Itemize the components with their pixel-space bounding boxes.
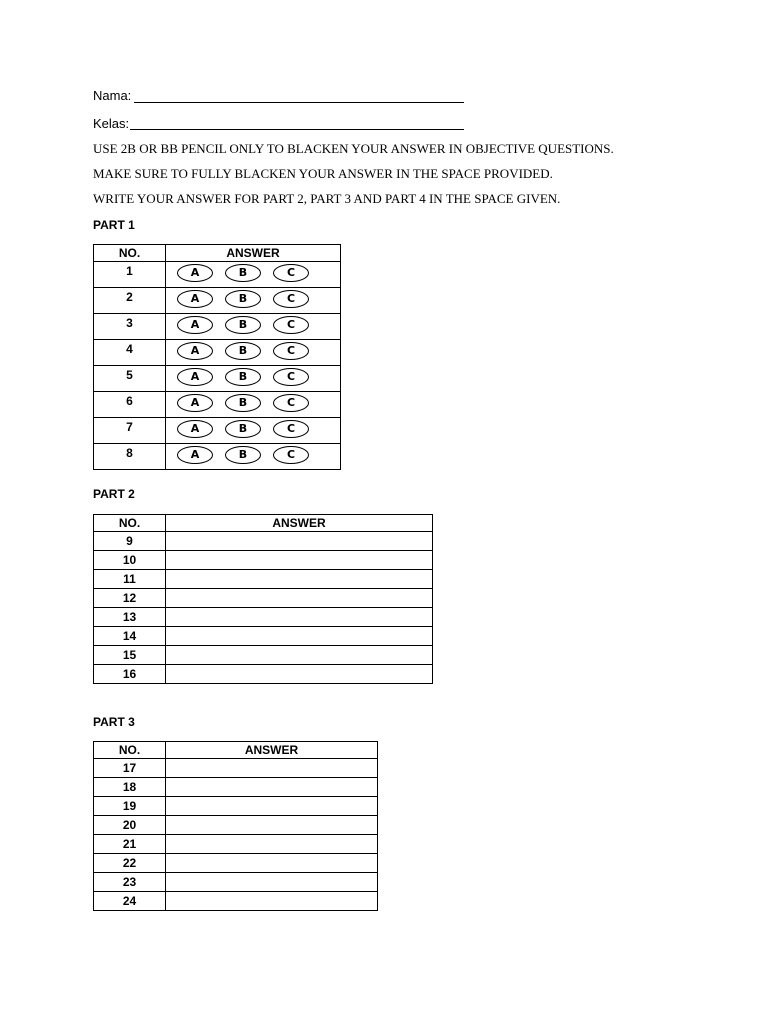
question-number: 6 bbox=[94, 392, 166, 418]
option-bubble-a[interactable]: A bbox=[177, 264, 213, 282]
question-number: 17 bbox=[94, 759, 166, 778]
col-header-no: NO. bbox=[94, 515, 166, 532]
option-bubble-a[interactable]: A bbox=[177, 316, 213, 334]
question-number: 12 bbox=[94, 589, 166, 608]
answer-bubbles bbox=[166, 288, 341, 314]
answer-cell[interactable] bbox=[166, 570, 433, 589]
instruction-write-answer: WRITE YOUR ANSWER FOR PART 2, PART 3 AND PART 4 IN THE SPACE GIVEN. bbox=[93, 191, 561, 206]
kelas-field[interactable] bbox=[130, 129, 464, 130]
answer-cell[interactable] bbox=[166, 608, 433, 627]
table-row bbox=[94, 778, 378, 797]
question-number: 15 bbox=[94, 646, 166, 665]
part1-answer-table bbox=[93, 244, 341, 470]
option-bubble-b[interactable]: B bbox=[225, 264, 261, 282]
answer-cell[interactable] bbox=[166, 854, 378, 873]
question-number: 19 bbox=[94, 797, 166, 816]
part1-title: PART 1 bbox=[93, 218, 135, 232]
question-number: 16 bbox=[94, 665, 166, 684]
part3-answer-table bbox=[93, 741, 378, 911]
option-bubble-c[interactable]: C bbox=[273, 290, 309, 308]
option-bubble-a[interactable]: A bbox=[177, 420, 213, 438]
option-bubble-c[interactable]: C bbox=[273, 420, 309, 438]
question-number: 8 bbox=[94, 444, 166, 470]
table-row bbox=[94, 835, 378, 854]
question-number: 24 bbox=[94, 892, 166, 911]
table-row bbox=[94, 288, 341, 314]
option-bubble-b[interactable]: B bbox=[225, 316, 261, 334]
answer-cell[interactable] bbox=[166, 759, 378, 778]
table-row bbox=[94, 608, 433, 627]
option-bubble-b[interactable]: B bbox=[225, 420, 261, 438]
question-number: 18 bbox=[94, 778, 166, 797]
table-row bbox=[94, 873, 378, 892]
table-row bbox=[94, 816, 378, 835]
table-row bbox=[94, 797, 378, 816]
question-number: 1 bbox=[94, 262, 166, 288]
answer-bubbles bbox=[166, 262, 341, 288]
question-number: 20 bbox=[94, 816, 166, 835]
question-number: 13 bbox=[94, 608, 166, 627]
table-row bbox=[94, 551, 433, 570]
table-row bbox=[94, 392, 341, 418]
option-bubble-a[interactable]: A bbox=[177, 290, 213, 308]
table-row bbox=[94, 418, 341, 444]
instruction-fully-blacken: MAKE SURE TO FULLY BLACKEN YOUR ANSWER IN THE SPACE PROVIDED. bbox=[93, 166, 553, 181]
table-row bbox=[94, 665, 433, 684]
col-header-answer: ANSWER bbox=[166, 515, 433, 532]
question-number: 23 bbox=[94, 873, 166, 892]
table-row bbox=[94, 444, 341, 470]
question-number: 7 bbox=[94, 418, 166, 444]
table-row bbox=[94, 340, 341, 366]
answer-cell[interactable] bbox=[166, 816, 378, 835]
col-header-answer: ANSWER bbox=[166, 742, 378, 759]
answer-bubbles bbox=[166, 444, 341, 470]
answer-cell[interactable] bbox=[166, 873, 378, 892]
answer-cell[interactable] bbox=[166, 646, 433, 665]
answer-bubbles bbox=[166, 392, 341, 418]
table-row bbox=[94, 627, 433, 646]
table-row bbox=[94, 759, 378, 778]
option-bubble-c[interactable]: C bbox=[273, 368, 309, 386]
table-row bbox=[94, 532, 433, 551]
option-bubble-c[interactable]: C bbox=[273, 394, 309, 412]
answer-cell[interactable] bbox=[166, 778, 378, 797]
answer-cell[interactable] bbox=[166, 797, 378, 816]
nama-field[interactable] bbox=[134, 102, 464, 103]
answer-cell[interactable] bbox=[166, 532, 433, 551]
option-bubble-b[interactable]: B bbox=[225, 290, 261, 308]
question-number: 2 bbox=[94, 288, 166, 314]
col-header-answer: ANSWER bbox=[166, 245, 341, 262]
answer-cell[interactable] bbox=[166, 589, 433, 608]
question-number: 9 bbox=[94, 532, 166, 551]
table-row bbox=[94, 262, 341, 288]
table-row bbox=[94, 366, 341, 392]
question-number: 5 bbox=[94, 366, 166, 392]
question-number: 10 bbox=[94, 551, 166, 570]
part3-title: PART 3 bbox=[93, 715, 135, 729]
question-number: 22 bbox=[94, 854, 166, 873]
option-bubble-a[interactable]: A bbox=[177, 394, 213, 412]
answer-bubbles bbox=[166, 340, 341, 366]
answer-cell[interactable] bbox=[166, 892, 378, 911]
option-bubble-c[interactable]: C bbox=[273, 264, 309, 282]
answer-cell[interactable] bbox=[166, 551, 433, 570]
answer-bubbles bbox=[166, 366, 341, 392]
option-bubble-b[interactable]: B bbox=[225, 446, 261, 464]
col-header-no: NO. bbox=[94, 245, 166, 262]
option-bubble-b[interactable]: B bbox=[225, 394, 261, 412]
option-bubble-b[interactable]: B bbox=[225, 368, 261, 386]
option-bubble-c[interactable]: C bbox=[273, 316, 309, 334]
table-row bbox=[94, 892, 378, 911]
answer-cell[interactable] bbox=[166, 665, 433, 684]
question-number: 3 bbox=[94, 314, 166, 340]
table-row bbox=[94, 589, 433, 608]
option-bubble-c[interactable]: C bbox=[273, 342, 309, 360]
part2-title: PART 2 bbox=[93, 487, 135, 501]
option-bubble-c[interactable]: C bbox=[273, 446, 309, 464]
question-number: 21 bbox=[94, 835, 166, 854]
part2-answer-table bbox=[93, 514, 433, 684]
question-number: 4 bbox=[94, 340, 166, 366]
answer-bubbles bbox=[166, 314, 341, 340]
table-row bbox=[94, 314, 341, 340]
col-header-no: NO. bbox=[94, 742, 166, 759]
answer-bubbles bbox=[166, 418, 341, 444]
instruction-pencil: USE 2B OR BB PENCIL ONLY TO BLACKEN YOUR ANSWER IN OBJECTIVE QUESTIONS. bbox=[93, 141, 614, 156]
question-number: 14 bbox=[94, 627, 166, 646]
option-bubble-a[interactable]: A bbox=[177, 446, 213, 464]
table-row bbox=[94, 646, 433, 665]
table-row bbox=[94, 854, 378, 873]
answer-cell[interactable] bbox=[166, 627, 433, 646]
kelas-label: Kelas: bbox=[93, 116, 130, 131]
option-bubble-a[interactable]: A bbox=[177, 342, 213, 360]
answer-cell[interactable] bbox=[166, 835, 378, 854]
nama-label: Nama: bbox=[93, 88, 132, 103]
table-row bbox=[94, 570, 433, 589]
option-bubble-b[interactable]: B bbox=[225, 342, 261, 360]
option-bubble-a[interactable]: A bbox=[177, 368, 213, 386]
question-number: 11 bbox=[94, 570, 166, 589]
